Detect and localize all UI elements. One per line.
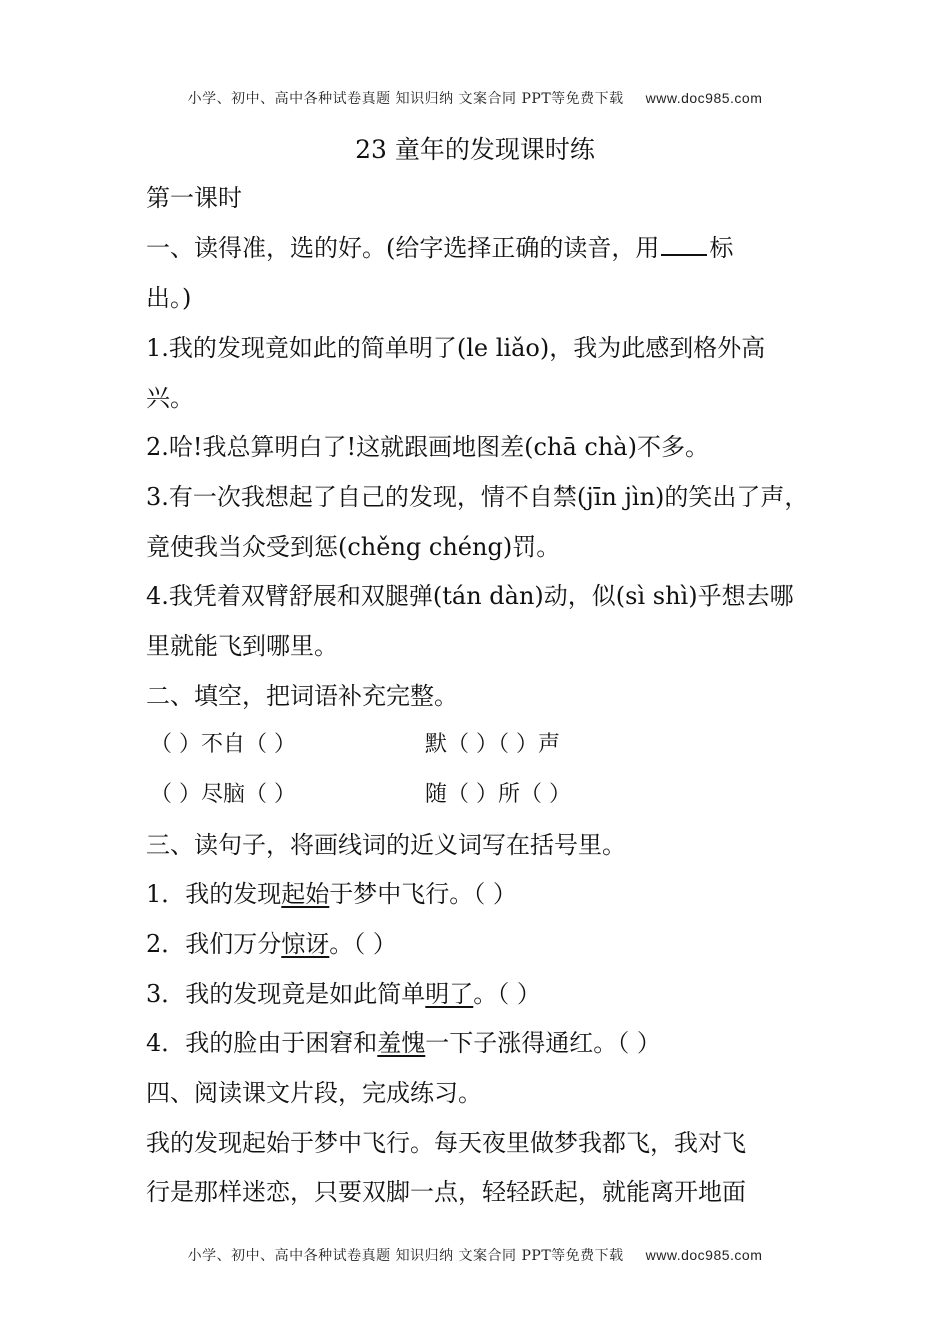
section3-heading: 三、读句子，将画线词的近义词写在括号里。 <box>146 831 626 859</box>
synonym-item-prefix: 1．我的发现 <box>146 880 282 908</box>
page-title: 23 童年的发现课时练 <box>355 135 595 164</box>
footer-text: 小学、初中、高中各种试卷真题 知识归纳 文案合同 PPT等免费下载 <box>187 1248 624 1264</box>
header-url[interactable]: www.doc985.com <box>645 90 763 106</box>
section1-heading-tail: 标 <box>709 234 734 262</box>
footer-url[interactable]: www.doc985.com <box>645 1247 763 1263</box>
synonym-item <box>146 929 397 959</box>
synonym-item-prefix: 4．我的脸由于困窘和 <box>146 1029 378 1057</box>
question-3-line-2: 竟使我当众受到惩(chěng chéng)罚。 <box>146 533 561 561</box>
passage-line-2: 行是那样迷恋，只要双脚一点，轻轻跃起，就能离开地面 <box>146 1178 746 1206</box>
passage-line-1: 我的发现起始于梦中飞行。每天夜里做梦我都飞，我对飞 <box>146 1129 746 1157</box>
synonym-item-suffix: 。（ ） <box>473 980 541 1008</box>
question-2: 2.哈!我总算明白了!这就跟画地图差(chā chà)不多。 <box>146 433 709 461</box>
fill-row-2-b: 随（ ）所（ ） <box>425 782 571 807</box>
synonym-item-prefix: 3．我的发现竟是如此简单 <box>146 980 426 1008</box>
synonym-item <box>146 879 517 909</box>
synonym-item <box>146 1028 661 1058</box>
section1-heading-cont: 出。) <box>146 284 192 312</box>
synonym-item-prefix: 2．我们万分 <box>146 930 282 958</box>
question-1-line-1: 1.我的发现竟如此的简单明了(le liǎo)，我为此感到格外高 <box>146 334 766 362</box>
fill-row-2-a: （ ）尽脑（ ） <box>150 782 296 807</box>
question-1-line-2: 兴。 <box>146 384 194 412</box>
answer-underline-blank <box>661 234 707 256</box>
question-3-line-1: 3.有一次我想起了自己的发现，情不自禁(jīn jìn)的笑出了声， <box>146 483 809 511</box>
synonym-item-suffix: 于梦中飞行。（ ） <box>329 880 517 908</box>
section4-heading: 四、阅读课文片段，完成练习。 <box>146 1079 482 1107</box>
question-4-line-1: 4.我凭着双臂舒展和双腿弹(tán dàn)动，似(sì shì)乎想去哪 <box>146 582 794 610</box>
underlined-word: 起始 <box>281 880 330 908</box>
page-header <box>0 88 950 108</box>
underlined-word: 惊讶 <box>281 930 330 958</box>
synonym-item-suffix: 一下子涨得通红。（ ） <box>425 1029 661 1057</box>
synonym-item <box>146 979 541 1009</box>
question-4-line-2: 里就能飞到哪里。 <box>146 632 338 660</box>
synonym-item-suffix: 。（ ） <box>329 930 397 958</box>
underlined-word: 明了 <box>425 980 474 1008</box>
header-text: 小学、初中、高中各种试卷真题 知识归纳 文案合同 PPT等免费下载 <box>187 91 624 107</box>
fill-row-1-a: （ ）不自（ ） <box>150 732 296 757</box>
section1-heading <box>146 233 733 263</box>
lesson-label: 第一课时 <box>146 184 242 212</box>
section2-heading: 二、填空，把词语补充完整。 <box>146 682 458 710</box>
section1-heading-text: 一、读得准，选的好。(给字选择正确的读音，用 <box>146 234 660 262</box>
page-footer <box>0 1245 950 1265</box>
fill-row-1-b: 默（ ）（ ）声 <box>425 732 560 757</box>
underlined-word: 羞愧 <box>377 1029 426 1057</box>
